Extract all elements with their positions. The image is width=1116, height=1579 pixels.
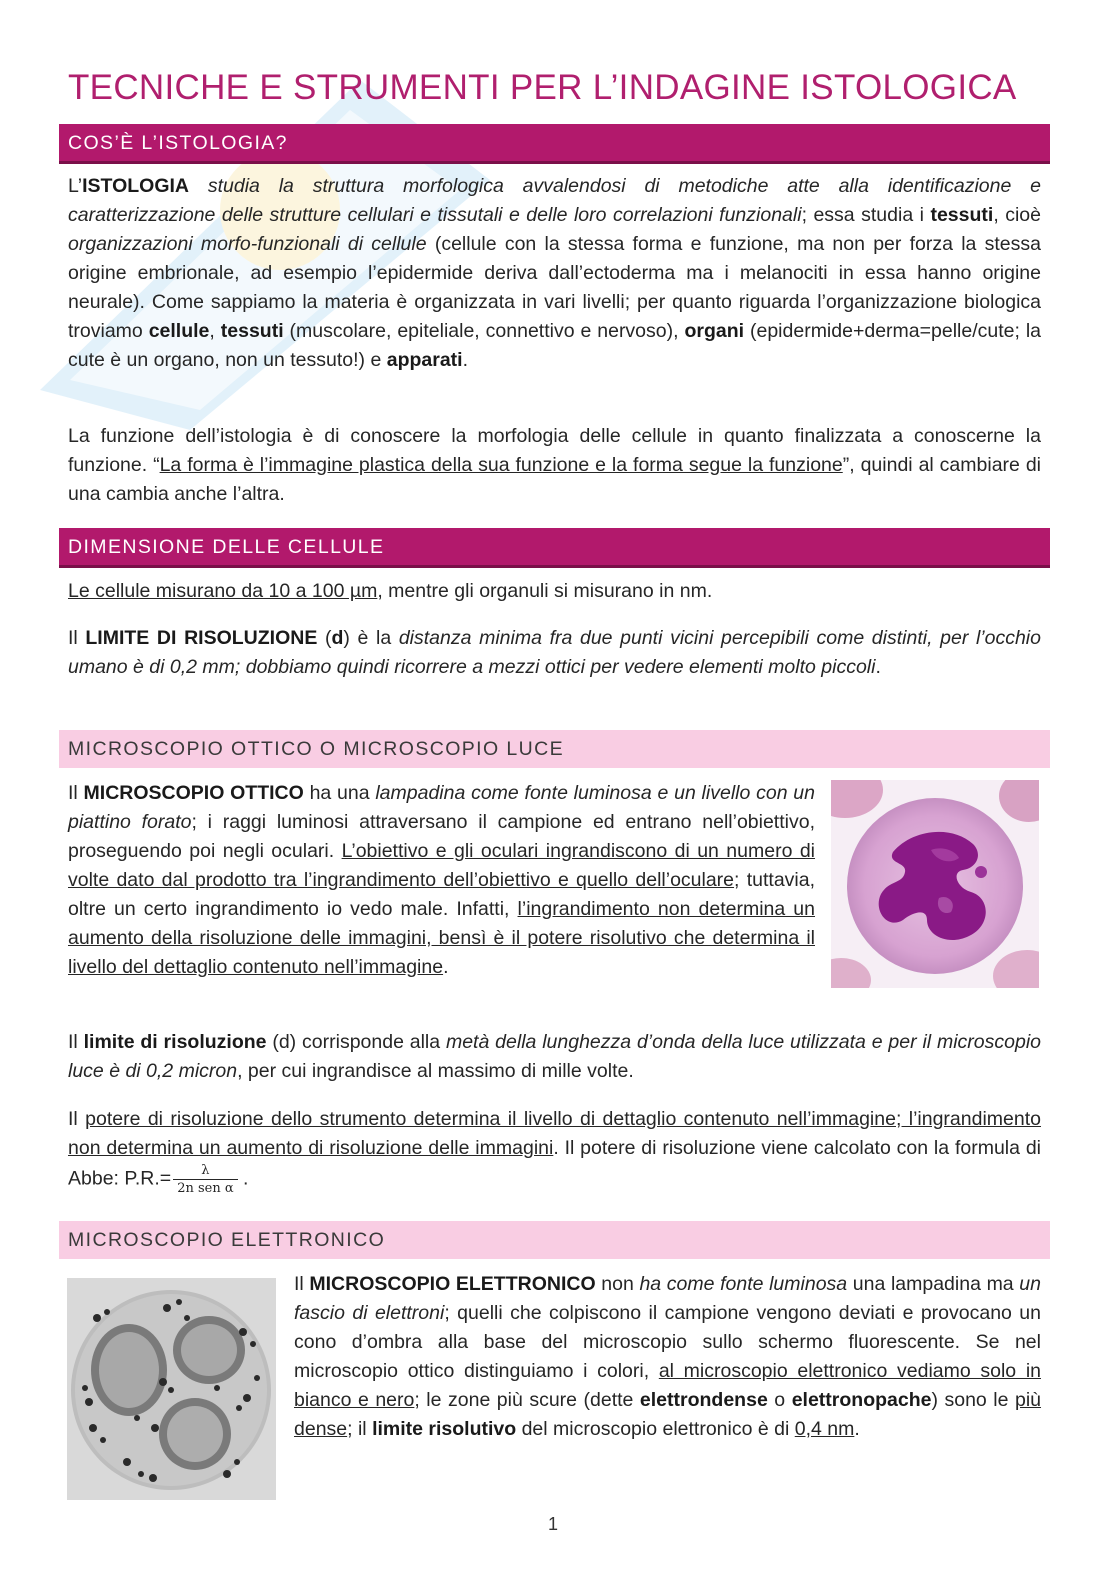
- section-heading-istologia: COS’È L’ISTOLOGIA?: [59, 124, 1050, 164]
- page-number: 1: [548, 1514, 559, 1534]
- paragraph-resolving-power: Il potere di risoluzione dello strumento determina il livello di dettaglio contenuto nell’immagine; l’ingrandimento non determina un aumento di risoluzione delle immagini. Il potere di risoluzione viene calcolato con la formula di Abbe: P.R.= $\frac{\lambda}{\text{2n sen α}}$ .: [68, 1108, 1041, 1196]
- paragraph-cell-size: Le cellule misurano da 10 a 100 µm, mentre gli organuli si misurano in nm.: [68, 580, 713, 602]
- section-heading-dimensione: DIMENSIONE DELLE CELLULE: [59, 528, 1050, 568]
- abbe-formula: $\frac{\lambda}{\text{2n sen α}}$: [173, 1163, 237, 1196]
- electron-micrograph-cell: [67, 1278, 276, 1500]
- paragraph-istologia-definition: L’ISTOLOGIA studia la struttura morfologica avvalendosi di metodiche atte alla identificazione e caratterizzazione delle strutture cellulari e tissutali e delle loro correlazioni funzionali; essa studia i tessuti, cioè organizzazioni morfo-funzionali di cellule (cellule con la stessa forma e funzione, ma non per forza la stessa origine embrionale, ad esempio l’epidermide deriva dall’ectoderma ma i melanociti in essa hanno origine neurale). Come sappiamo la materia è organizzata in vari livelli; per quanto riguarda l’organizzazione biologica troviamo cellule, tessuti (muscolare, epiteliale, connettivo e nervoso), organi (epidermide+derma=pelle/cute; la cute è un organo, non un tessuto!) e apparati.: [68, 175, 1041, 371]
- page-title: TECNICHE E STRUMENTI PER L’INDAGINE ISTOLOGICA: [68, 68, 1017, 107]
- paragraph-optical-microscope: Il MICROSCOPIO OTTICO ha una lampadina come fonte luminosa e un livello con un piattino forato; i raggi luminosi attraversano il campione ed entrano nell’obiettivo, proseguendo poi negli oculari. L’obiettivo e gli oculari ingrandiscono di un numero di volte dato dal prodotto tra l’ingrandimento dell’obiettivo e quello dell’oculare; tuttavia, oltre un certo ingrandimento io vedo male. Infatti, l’ingrandimento non determina un aumento della risoluzione delle immagini, bensì è il potere risolutivo che determina il livello del dettaglio contenuto nell’immagine.: [68, 782, 816, 978]
- paragraph-electron-microscope: Il MICROSCOPIO ELETTRONICO non ha come fonte luminosa una lampadina ma un fascio di elettroni; quelli che colpiscono il campione vengono deviati e provocano un cono d’ombra alla base del microscopio sullo schermo fluorescente. Se nel microscopio ottico distinguiamo i colori, al microscopio elettronico vediamo solo in bianco e nero; le zone più scure (dette elettrondense o elettronopache) sono le più dense; il limite risolutivo del microscopio elettronico è di 0,4 nm.: [294, 1273, 1042, 1440]
- neutrophil-light-micrograph: [831, 780, 1039, 988]
- paragraph-resolution-limit-optical: Il limite di risoluzione (d) corrisponde alla metà della lunghezza d’onda della luce utilizzata e per il microscopio luce è di 0,2 micron, per cui ingrandisce al massimo di mille volte.: [68, 1031, 1042, 1082]
- paragraph-istologia-function: La funzione dell’istologia è di conoscere la morfologia delle cellule in quanto finalizzata a conoscerne la funzione. “La forma è l’immagine plastica della sua funzione e la forma segue la funzione”, quindi al cambiare di una cambia anche l’altra.: [68, 425, 1041, 505]
- section-heading-microscopio-elettronico: MICROSCOPIO ELETTRONICO: [59, 1221, 1050, 1259]
- paragraph-resolution-limit: Il LIMITE DI RISOLUZIONE (d) è la distanza minima fra due punti vicini percepibili come distinti, per l’occhio umano è di 0,2 mm; dobbiamo quindi ricorrere a mezzi ottici per vedere elementi molto piccoli.: [68, 627, 1041, 678]
- section-heading-microscopio-ottico: MICROSCOPIO OTTICO O MICROSCOPIO LUCE: [59, 730, 1050, 768]
